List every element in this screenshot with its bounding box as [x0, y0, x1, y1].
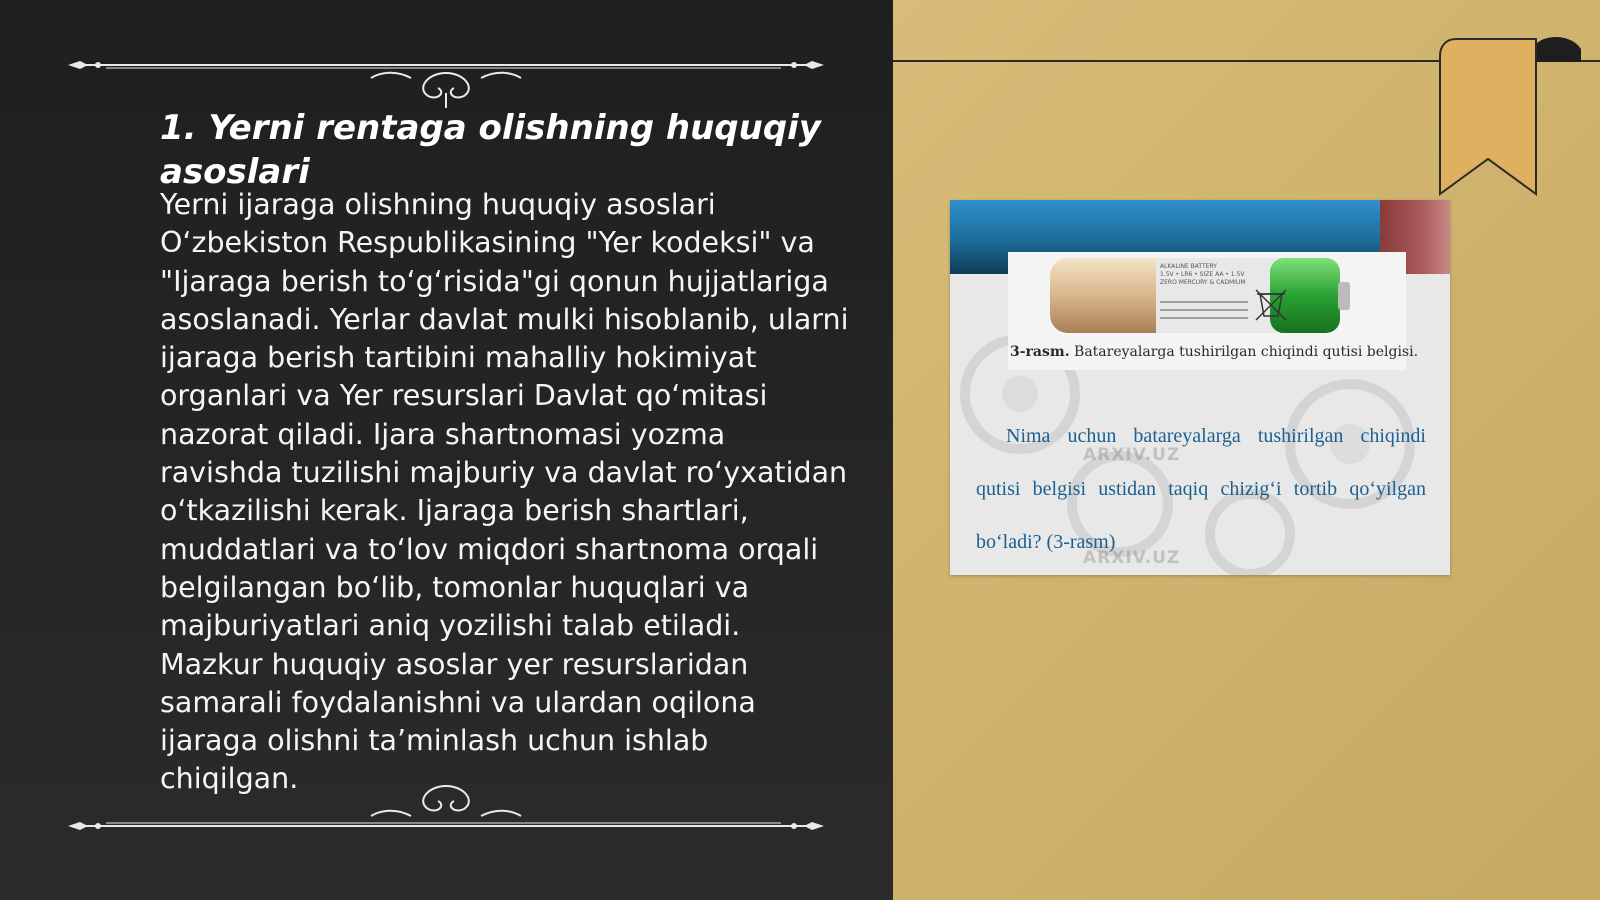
- top-ornament-divider: [66, 48, 826, 108]
- figure-question-text: Nima uchun batareyalarga tushirilgan chiqindi qutisi belgisi ustidan taqiq chizig‘i tortib qo‘yilgan bo‘ladi? (3-rasm): [976, 425, 1426, 553]
- bottom-ornament-divider: [66, 776, 826, 836]
- slide-title: 1. Yerni rentaga olishning huquqiy asoslari: [160, 108, 821, 192]
- battery-label-line-2: 1.5V • LR6 • SIZE AA • 1.5V: [1160, 271, 1245, 278]
- watermark-2: ARXIV.UZ: [1083, 548, 1181, 568]
- battery-label-line-1: ALKALINE BATTERY: [1160, 263, 1217, 270]
- watermark-1: ARXIV.UZ: [1083, 445, 1181, 465]
- textbook-figure-image: [950, 200, 1450, 575]
- image-panel: [893, 0, 1600, 900]
- figure-caption: 3-rasm. Batareyalarga tushirilgan chiqindi qutisi belgisi.: [1010, 344, 1419, 360]
- slide-body-text: Yerni ijaraga olishning huquqiy asoslari O‘zbekiston Respublikasining "Yer kodeksi" va "Ijaraga berish to‘g‘risida"gi qonun hujjatlariga asoslanadi. Yerlar davlat mulki hisoblanib, ularni ijaraga berish tartibini mahalliy hokimiyat organlari va Yer resurslari Davlat qo‘mitasi nazorat qiladi. Ijara shartnomasi yozma ravishda tuzilishi majburiy va davlat ro‘yxatidan o‘tkazilishi kerak. Ijaraga berish shartlari, muddatlari va to‘lov miqdori shartnoma orqali belgilangan bo‘lib, tomonlar huquqlari va majburiyatlari aniq yozilishi talab etiladi. Mazkur huquqiy asoslar yer resurslaridan samarali foydalanishni va ulardan oqilona ijaraga olishni ta’minlash uchun ishlab chiqilgan.: [160, 188, 849, 796]
- bookmark-ribbon-icon: [1436, 34, 1586, 199]
- battery-label-line-3: ZERO MERCURY & CADMIUM: [1160, 279, 1246, 286]
